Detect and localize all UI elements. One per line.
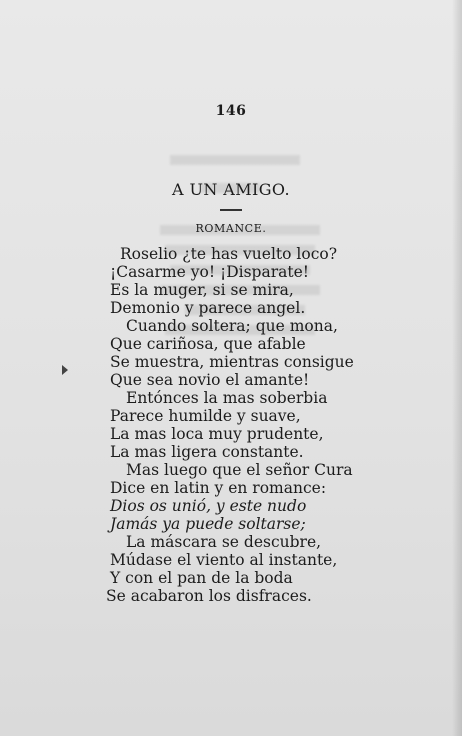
poem-line: Entónces la mas soberbia [126,389,328,407]
poem-line: Que cariñosa, que afable [110,335,306,353]
poem-line: La mas ligera constante. [110,443,304,461]
poem-line: Demonio y parece angel. [110,299,306,317]
poem-line: Que sea novio el amante! [110,371,310,389]
poem-line: ¡Casarme yo! ¡Disparate! [110,263,309,281]
margin-mark [62,365,68,375]
poem-line: Jamás ya puede soltarse; [110,515,306,533]
poem-line: Se acabaron los disfraces. [106,587,312,605]
title-divider [220,209,242,211]
poem-line: Dios os unió, y este nudo [110,497,307,515]
poem-line: La mas loca muy prudente, [110,425,324,443]
poem-line: La máscara se descubre, [126,533,322,551]
poem-line: Roselio ¿te has vuelto loco? [120,245,338,263]
poem-title: A UN AMIGO. [172,180,290,199]
poem-subtitle: ROMANCE. [195,222,267,235]
poem-line: Y con el pan de la boda [110,569,293,587]
poem-line: Mas luego que el señor Cura [126,461,353,479]
poem-line: Parece humilde y suave, [110,407,301,425]
poem-line: Múdase el viento al instante, [110,551,338,569]
poem-line: Dice en latin y en romance: [110,479,327,497]
page-number: 146 [215,103,247,119]
poem-line: Se muestra, mientras consigue [110,353,354,371]
poem-line: Es la muger, si se mira, [110,281,294,299]
poem-line: Cuando soltera; que mona, [126,317,338,335]
